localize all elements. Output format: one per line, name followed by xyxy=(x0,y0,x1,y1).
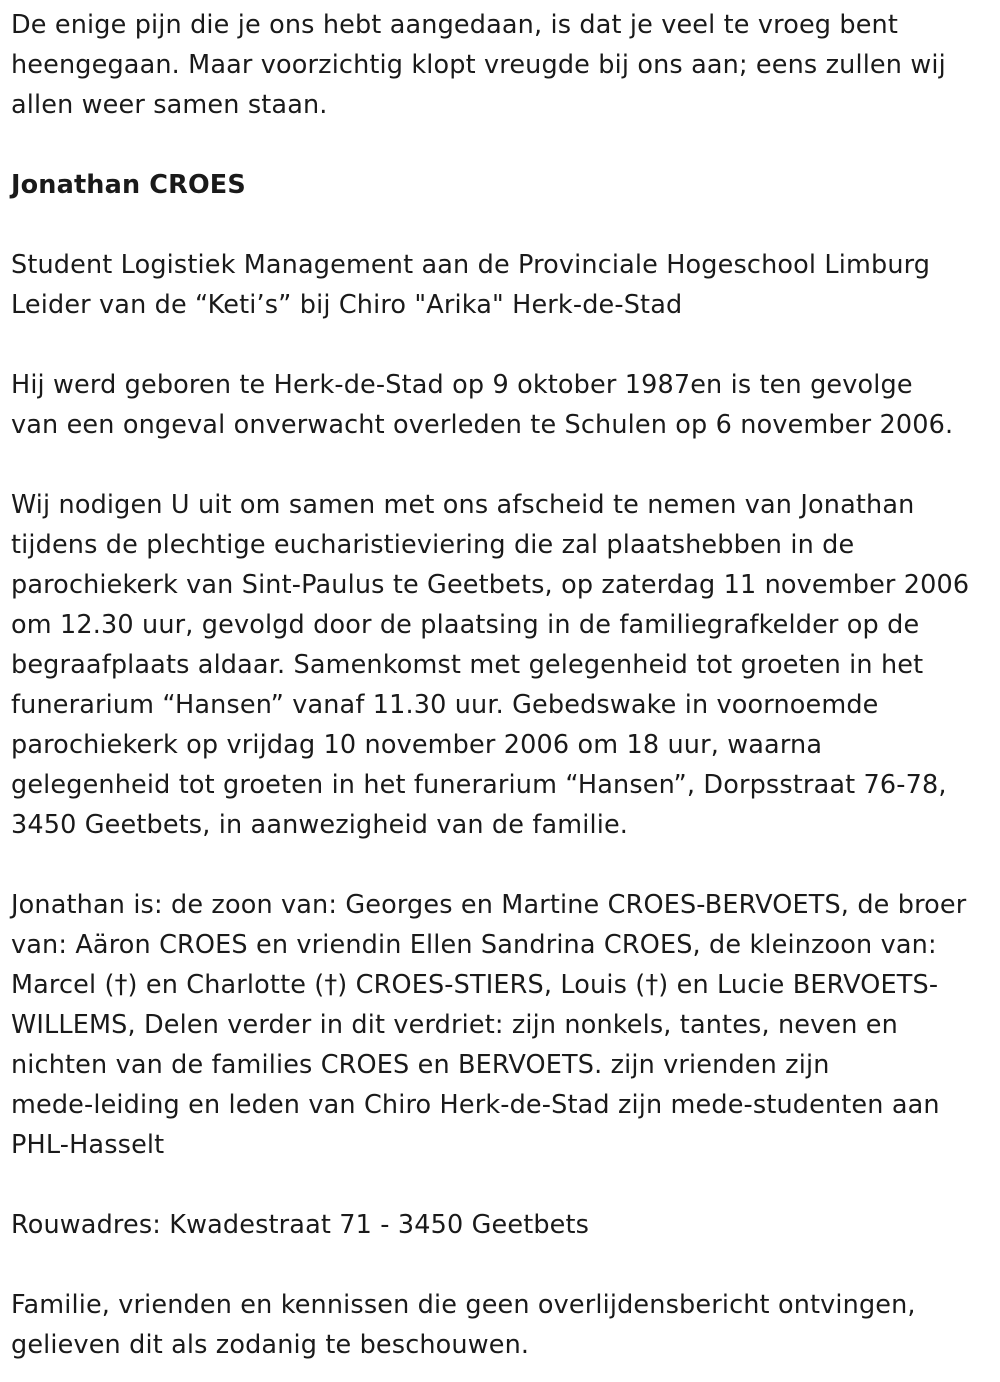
family-paragraph xyxy=(11,885,995,1165)
poem-line: heengegaan. Maar voorzichtig klopt vreugde bij ons aan; eens zullen wij xyxy=(11,50,946,80)
obituary-document xyxy=(11,0,995,1365)
paragraph-spacer xyxy=(11,1165,995,1205)
invitation-paragraph xyxy=(11,485,995,845)
closing-line: gelieven dit als zodanig te beschouwen. xyxy=(11,1330,530,1360)
paragraph-spacer xyxy=(11,125,995,165)
paragraph-spacer xyxy=(11,1245,995,1285)
poem-line: De enige pijn die je ons hebt aangedaan, is dat je veel te vroeg bent xyxy=(11,10,899,40)
paragraph-spacer xyxy=(11,845,995,885)
poem-line: allen weer samen staan. xyxy=(11,90,328,120)
family-line: Jonathan is: de zoon van: Georges en Martine CROES-BERVOETS, de broer xyxy=(11,890,967,920)
role-line: Student Logistiek Management aan de Provinciale Hogeschool Limburg xyxy=(11,250,931,280)
mourning-address: Rouwadres: Kwadestraat 71 - 3450 Geetbets xyxy=(11,1210,590,1240)
deceased-name: Jonathan CROES xyxy=(11,170,246,200)
family-line: PHL-Hasselt xyxy=(11,1130,165,1160)
invitation-line: tijdens de plechtige eucharistieviering die zal plaatshebben in de xyxy=(11,530,855,560)
paragraph-spacer xyxy=(11,205,995,245)
invitation-line: parochiekerk van Sint-Paulus te Geetbets, op zaterdag 11 november 2006 xyxy=(11,570,970,600)
invitation-line: gelegenheid tot groeten in het funerarium “Hansen”, Dorpsstraat 76-78, xyxy=(11,770,947,800)
invitation-line: funerarium “Hansen” vanaf 11.30 uur. Gebedswake in voornoemde xyxy=(11,690,879,720)
family-line: nichten van de families CROES en BERVOETS. zijn vrienden zijn xyxy=(11,1050,830,1080)
family-line: WILLEMS, Delen verder in dit verdriet: zijn nonkels, tantes, neven en xyxy=(11,1010,898,1040)
opening-poem xyxy=(11,0,995,125)
invitation-line: om 12.30 uur, gevolgd door de plaatsing in de familiegrafkelder op de xyxy=(11,610,920,640)
birth-death-line: van een ongeval onverwacht overleden te Schulen op 6 november 2006. xyxy=(11,410,954,440)
invitation-line: begraafplaats aldaar. Samenkomst met gelegenheid tot groeten in het xyxy=(11,650,924,680)
invitation-line: parochiekerk op vrijdag 10 november 2006 om 18 uur, waarna xyxy=(11,730,823,760)
paragraph-spacer xyxy=(11,445,995,485)
mourning-address-block xyxy=(11,1205,995,1245)
birth-death-paragraph xyxy=(11,365,995,445)
deceased-name-block xyxy=(11,165,995,205)
invitation-line: 3450 Geetbets, in aanwezigheid van de familie. xyxy=(11,810,629,840)
closing-line: Familie, vrienden en kennissen die geen overlijdensbericht ontvingen, xyxy=(11,1290,916,1320)
roles-paragraph xyxy=(11,245,995,325)
family-line: van: Aäron CROES en vriendin Ellen Sandrina CROES, de kleinzoon van: xyxy=(11,930,937,960)
invitation-line: Wij nodigen U uit om samen met ons afscheid te nemen van Jonathan xyxy=(11,490,915,520)
family-line: Marcel (†) en Charlotte (†) CROES-STIERS, Louis (†) en Lucie BERVOETS- xyxy=(11,970,939,1000)
birth-death-line: Hij werd geboren te Herk-de-Stad op 9 oktober 1987en is ten gevolge xyxy=(11,370,913,400)
closing-note xyxy=(11,1285,995,1365)
role-line: Leider van de “Keti’s” bij Chiro "Arika" Herk-de-Stad xyxy=(11,290,683,320)
paragraph-spacer xyxy=(11,325,995,365)
family-line: mede-leiding en leden van Chiro Herk-de-Stad zijn mede-studenten aan xyxy=(11,1090,940,1120)
